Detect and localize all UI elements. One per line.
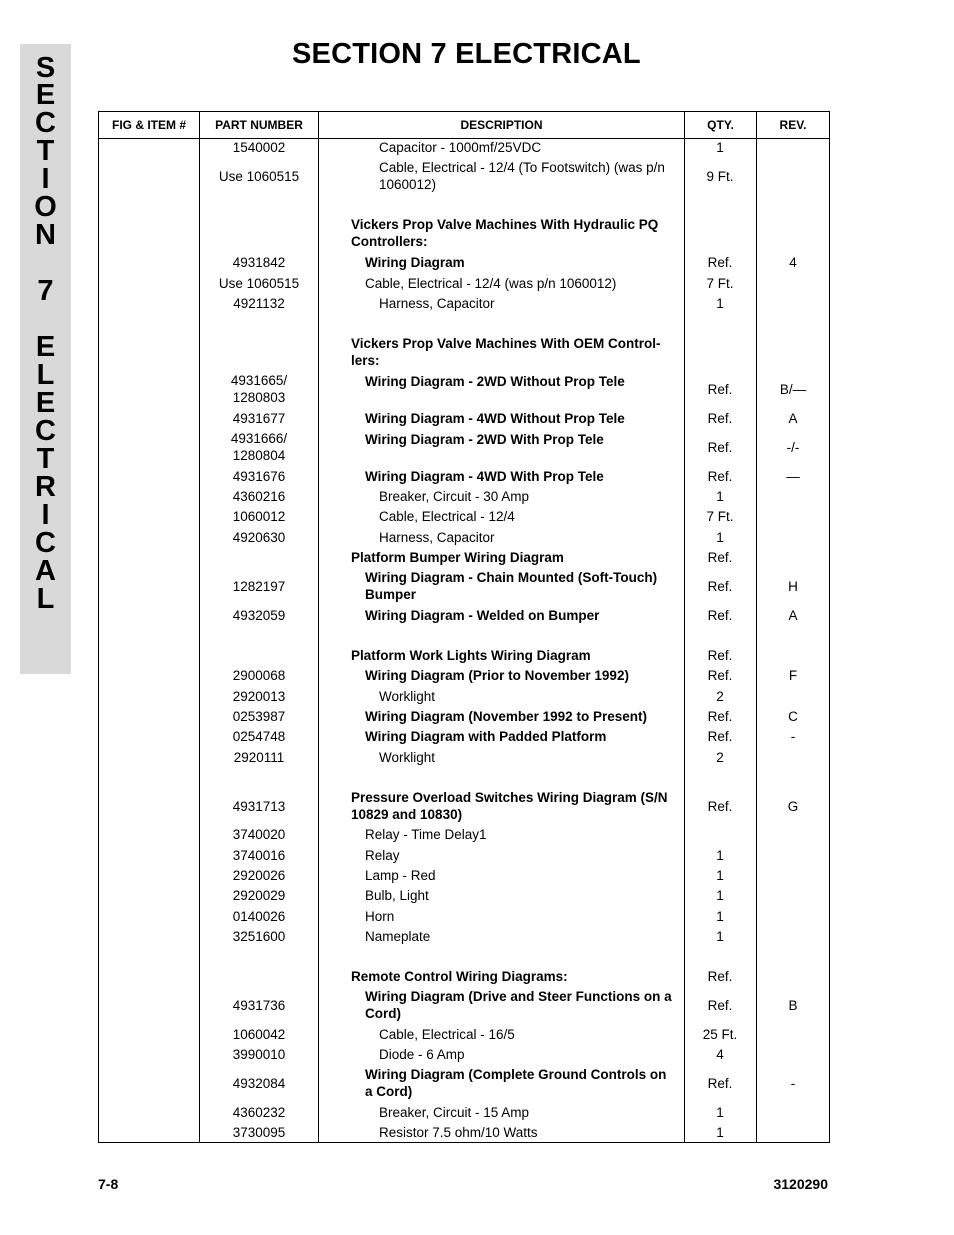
- side-tab-letter: R: [35, 471, 56, 503]
- qty-cell: Ref.: [707, 578, 733, 594]
- qty-cell: 1: [716, 847, 724, 863]
- description-cell: Bulb, Light: [365, 887, 429, 903]
- description-cell: Platform Bumper Wiring Diagram: [351, 549, 564, 565]
- part-number-cell: Use 1060515: [218, 168, 300, 184]
- rev-cell: A: [788, 410, 798, 426]
- description-cell: Wiring Diagram with Padded Platform: [365, 728, 607, 744]
- rev-cell: G: [787, 798, 799, 814]
- part-number-cell: 2900068: [232, 667, 286, 683]
- description-cell: Wiring Diagram - 2WD With Prop Tele: [365, 431, 604, 447]
- description-cell: Lamp - Red: [365, 867, 436, 883]
- qty-cell: 1: [716, 139, 724, 155]
- qty-cell: 1: [716, 908, 724, 924]
- qty-cell: Ref.: [707, 607, 733, 623]
- part-number-cell: 0254748: [232, 728, 286, 744]
- qty-cell: Ref.: [707, 549, 733, 565]
- description-cell: Horn: [365, 908, 395, 924]
- rev-cell: -: [790, 728, 796, 744]
- description-cell: Harness, Capacitor: [379, 295, 495, 311]
- description-cell: Wiring Diagram (Prior to November 1992): [365, 667, 629, 683]
- part-number-cell: 3730095: [232, 1124, 286, 1140]
- header-fig-item: FIG & ITEM #: [111, 118, 186, 132]
- page-title: SECTION 7 ELECTRICAL: [292, 38, 641, 70]
- side-tab-letter: L: [36, 583, 55, 615]
- side-tab-letter: E: [35, 331, 56, 363]
- side-tab-letter: L: [36, 359, 55, 391]
- side-tab-letter: 7: [37, 275, 54, 307]
- header-part-number: PART NUMBER: [215, 118, 303, 132]
- part-number-cell: 0140026: [232, 908, 286, 924]
- side-tab-letter: A: [35, 555, 56, 587]
- part-number-cell: 1282197: [232, 578, 286, 594]
- description-cell: Breaker, Circuit - 30 Amp: [379, 488, 530, 504]
- qty-cell: 25 Ft.: [702, 1026, 738, 1042]
- qty-cell: 9 Ft.: [706, 168, 734, 184]
- rev-cell: —: [786, 468, 800, 484]
- description-cell: Harness, Capacitor: [379, 529, 495, 545]
- side-tab-letter: T: [36, 135, 55, 167]
- side-tab-letter: E: [35, 387, 56, 419]
- side-tab-letter: T: [36, 443, 55, 475]
- rev-cell: -/-: [786, 439, 800, 455]
- description-cell: Breaker, Circuit - 15 Amp: [379, 1104, 530, 1120]
- part-number-cell: 4921132: [233, 295, 285, 311]
- side-tab-letter: C: [35, 415, 56, 447]
- part-number-cell: 4931713: [232, 798, 286, 814]
- rev-cell: H: [788, 578, 798, 594]
- description-cell: Vickers Prop Valve Machines With Hydraulic PQ Controllers:: [351, 217, 659, 249]
- qty-cell: Ref.: [707, 468, 733, 484]
- side-tab-letter: C: [35, 527, 56, 559]
- rev-cell: A: [788, 607, 798, 623]
- side-tab-letter: I: [41, 499, 50, 531]
- description-cell: Diode - 6 Amp: [379, 1046, 465, 1062]
- part-number-cell: 4931676: [232, 468, 286, 484]
- part-number-cell: 4931736: [232, 997, 286, 1013]
- description-cell: Cable, Electrical - 16/5: [379, 1026, 515, 1042]
- header-description: DESCRIPTION: [460, 118, 543, 132]
- part-number-cell: 2920013: [232, 688, 286, 704]
- header-rev: REV.: [779, 118, 807, 132]
- qty-cell: Ref.: [707, 728, 733, 744]
- qty-cell: Ref.: [707, 667, 733, 683]
- document-number: 3120290: [773, 1176, 828, 1192]
- page-number: 7-8: [98, 1176, 119, 1192]
- part-number-cell: 2920029: [232, 887, 286, 903]
- column-divider: [318, 112, 319, 1142]
- header-qty: QTY.: [707, 118, 734, 132]
- description-cell: Vickers Prop Valve Machines With OEM Control-lers:: [351, 336, 661, 368]
- part-number-cell: 4360232: [232, 1104, 286, 1120]
- description-cell: Cable, Electrical - 12/4 (was p/n 1060012): [365, 275, 617, 291]
- rev-cell: B: [788, 997, 798, 1013]
- description-cell: Relay: [365, 847, 400, 863]
- description-cell: Remote Control Wiring Diagrams:: [351, 968, 568, 984]
- part-number-cell: 3740016: [232, 847, 286, 863]
- description-cell: Pressure Overload Switches Wiring Diagram (S/N 10829 and 10830): [351, 790, 668, 822]
- description-cell: Worklight: [379, 688, 436, 704]
- side-tab-letter: C: [35, 107, 56, 139]
- qty-cell: 4: [716, 1046, 724, 1062]
- part-number-cell: 1060012: [232, 508, 286, 524]
- part-number-cell: 4931666/ 1280804: [230, 431, 288, 463]
- description-cell: Wiring Diagram - Welded on Bumper: [365, 607, 600, 623]
- description-cell: Wiring Diagram - 4WD Without Prop Tele: [365, 410, 625, 426]
- part-number-cell: 1060042: [232, 1026, 286, 1042]
- qty-cell: 1: [716, 1104, 724, 1120]
- qty-cell: 1: [716, 488, 724, 504]
- rev-cell: C: [788, 708, 798, 724]
- description-cell: Wiring Diagram (November 1992 to Present): [365, 708, 647, 724]
- part-number-cell: Use 1060515: [218, 275, 300, 291]
- side-tab-letter: N: [35, 219, 56, 251]
- description-cell: Relay - Time Delay1: [365, 826, 487, 842]
- parts-table: [98, 111, 830, 1143]
- part-number-cell: 4931665/ 1280803: [230, 373, 288, 405]
- part-number-cell: 4931677: [232, 410, 286, 426]
- rev-cell: F: [788, 667, 798, 683]
- description-cell: Capacitor - 1000mf/25VDC: [379, 139, 542, 155]
- side-tab-letter: O: [34, 191, 57, 223]
- qty-cell: 1: [716, 928, 724, 944]
- qty-cell: Ref.: [707, 647, 733, 663]
- part-number-cell: 2920111: [233, 749, 285, 765]
- qty-cell: 1: [716, 1124, 724, 1140]
- description-cell: Nameplate: [365, 928, 431, 944]
- part-number-cell: 3740020: [232, 826, 286, 842]
- side-tab-letter: S: [35, 52, 56, 84]
- qty-cell: Ref.: [707, 798, 733, 814]
- qty-cell: 7 Ft.: [706, 508, 734, 524]
- side-tab-letter: I: [41, 163, 50, 195]
- section-side-tab: [20, 44, 71, 674]
- qty-cell: Ref.: [707, 997, 733, 1013]
- part-number-cell: 4360216: [232, 488, 286, 504]
- qty-cell: Ref.: [707, 254, 733, 270]
- part-number-cell: 4920630: [232, 529, 286, 545]
- qty-cell: 1: [716, 887, 724, 903]
- qty-cell: 1: [716, 529, 724, 545]
- description-cell: Wiring Diagram (Drive and Steer Functions on a Cord): [365, 989, 672, 1021]
- qty-cell: Ref.: [707, 708, 733, 724]
- side-tab-letter: E: [35, 79, 56, 111]
- description-cell: Wiring Diagram - 2WD Without Prop Tele: [365, 373, 625, 389]
- qty-cell: 1: [716, 867, 724, 883]
- qty-cell: 2: [716, 688, 724, 704]
- part-number-cell: 4932084: [232, 1075, 286, 1091]
- qty-cell: Ref.: [707, 381, 733, 397]
- part-number-cell: 4931842: [232, 254, 286, 270]
- description-cell: Wiring Diagram - 4WD With Prop Tele: [365, 468, 604, 484]
- rev-cell: 4: [789, 254, 797, 270]
- rev-cell: B/—: [779, 381, 807, 397]
- qty-cell: Ref.: [707, 1075, 733, 1091]
- part-number-cell: 4932059: [232, 607, 286, 623]
- description-cell: Wiring Diagram: [365, 254, 465, 270]
- description-cell: Wiring Diagram (Complete Ground Controls on a Cord): [365, 1067, 667, 1099]
- qty-cell: 7 Ft.: [706, 275, 734, 291]
- part-number-cell: 1540002: [232, 139, 286, 155]
- qty-cell: 1: [716, 295, 724, 311]
- description-cell: Worklight: [379, 749, 436, 765]
- qty-cell: Ref.: [707, 410, 733, 426]
- qty-cell: Ref.: [707, 968, 733, 984]
- part-number-cell: 3251600: [232, 928, 286, 944]
- description-cell: Wiring Diagram - Chain Mounted (Soft-Touch) Bumper: [365, 570, 658, 602]
- part-number-cell: 3990010: [232, 1046, 286, 1062]
- part-number-cell: 0253987: [232, 708, 286, 724]
- qty-cell: 2: [716, 749, 724, 765]
- description-cell: Cable, Electrical - 12/4 (To Footswitch) (was p/n 1060012): [379, 160, 665, 192]
- qty-cell: Ref.: [707, 439, 733, 455]
- description-cell: Resistor 7.5 ohm/10 Watts: [379, 1124, 538, 1140]
- rev-cell: -: [790, 1075, 796, 1091]
- description-cell: Platform Work Lights Wiring Diagram: [351, 647, 591, 663]
- description-cell: Cable, Electrical - 12/4: [379, 508, 515, 524]
- part-number-cell: 2920026: [232, 867, 286, 883]
